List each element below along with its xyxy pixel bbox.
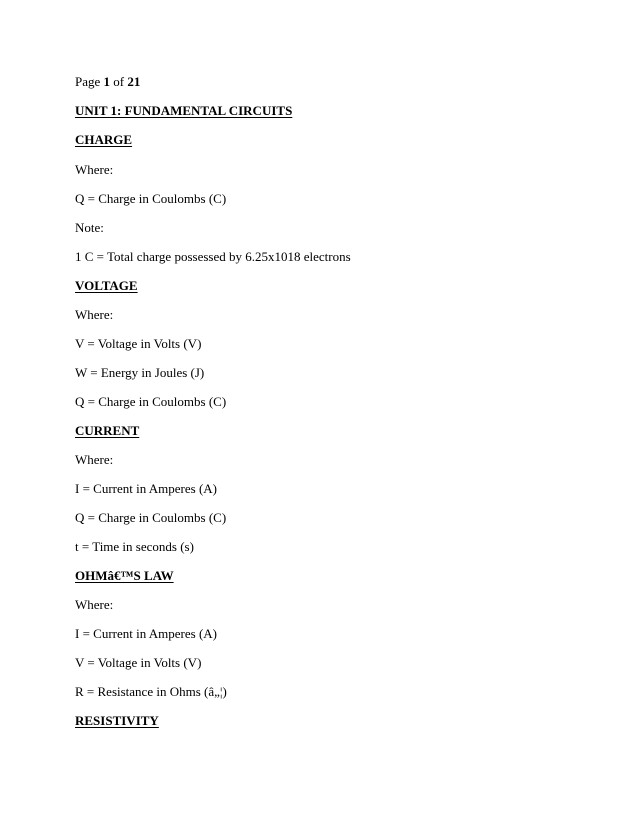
page-current: 1 (103, 74, 111, 89)
current-i-definition: I = Current in Amperes (A) (75, 481, 217, 496)
ohms-law-i-definition: I = Current in Amperes (A) (75, 626, 217, 641)
page-separator: of (110, 74, 128, 89)
ohms-law-r-definition: R = Resistance in Ohms (â„¦) (75, 684, 227, 699)
charge-q-definition: Q = Charge in Coulombs (C) (75, 191, 227, 206)
section-heading-current: CURRENT (75, 423, 140, 438)
ohms-law-v-definition: V = Voltage in Volts (V) (75, 655, 202, 670)
page-indicator (75, 74, 140, 90)
current-q-definition: Q = Charge in Coulombs (C) (75, 510, 227, 525)
current-where-label: Where: (75, 452, 114, 467)
section-heading-voltage: VOLTAGE (75, 278, 138, 293)
ohms-law-where-label: Where: (75, 597, 114, 612)
voltage-where-label: Where: (75, 307, 114, 322)
charge-where-label: Where: (75, 162, 114, 177)
voltage-w-definition: W = Energy in Joules (J) (75, 365, 205, 380)
section-heading-ohms-law: OHMâ€™S LAW (75, 568, 174, 583)
current-t-definition: t = Time in seconds (s) (75, 539, 194, 554)
page-prefix: Page (75, 74, 104, 89)
section-heading-charge: CHARGE (75, 132, 133, 147)
unit-title: UNIT 1: FUNDAMENTAL CIRCUITS (75, 103, 293, 118)
charge-note-text: 1 C = Total charge possessed by 6.25x1018 electrons (75, 249, 351, 264)
voltage-v-definition: V = Voltage in Volts (V) (75, 336, 202, 351)
charge-note-label: Note: (75, 220, 104, 235)
voltage-q-definition: Q = Charge in Coulombs (C) (75, 394, 227, 409)
page-total: 21 (127, 74, 141, 89)
section-heading-resistivity: RESISTIVITY (75, 713, 159, 728)
